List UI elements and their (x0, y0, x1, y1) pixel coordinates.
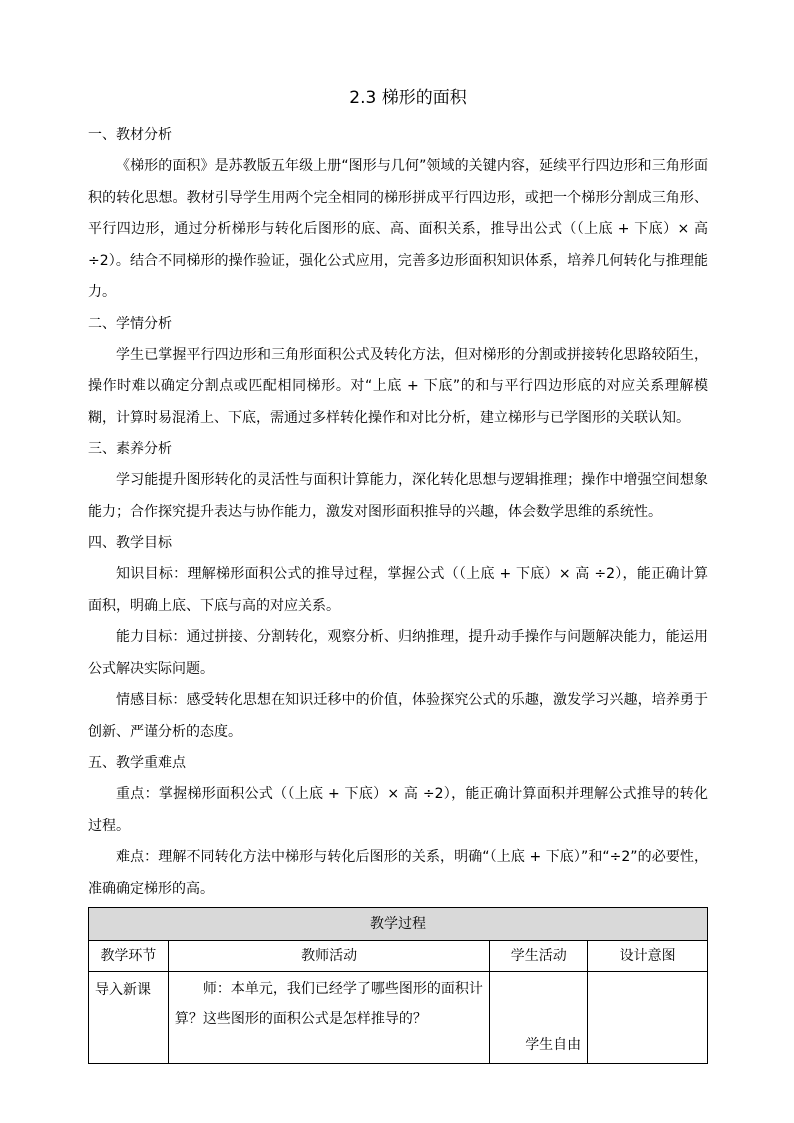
page-title: 2.3 梯形的面积 (349, 88, 467, 108)
section-heading-student-analysis: 二、学情分析 (88, 315, 172, 332)
cell-stage: 导入新课 (89, 972, 169, 1064)
paragraph-emotion-goal: 情感目标：感受转化思想在知识迁移中的价值，体验探究公式的乐趣，激发学习兴趣，培养勇于创新、严谨分析的态度。 (88, 692, 708, 740)
section-heading-key-points: 五、教学重难点 (88, 755, 186, 771)
table-caption-row (89, 908, 708, 941)
cell-teacher-activity: 师：本单元，我们已经学了哪些图形的面积计算？这些图形的面积公式是怎样推导的？ (168, 972, 489, 1064)
section-heading-literacy-analysis: 三、素养分析 (88, 441, 172, 457)
table-caption: 教学过程 (89, 908, 708, 941)
paragraph-student-analysis: 学生已掌握平行四边形和三角形面积公式及转化方法，但对梯形的分割或拼接转化思路较陌生，操作时难以确定分割点或匹配相同梯形。对“上底 + 下底”的和与平行四边形底的对应关系理解模糊，计算时易混淆上、下底，需通过多样转化操作和对比分析，建立梯形与已学图形的关联认知。 (88, 346, 708, 426)
paragraph-knowledge-goal: 知识目标：理解梯形面积公式的推导过程，掌握公式（（上底 + 下底）× 高 ÷2），能正确计算面积，明确上底、下底与高的对应关系。 (88, 566, 708, 614)
header-stage: 教学环节 (89, 941, 169, 972)
cell-design-intent (588, 972, 708, 1064)
section-heading-teaching-goals: 四、教学目标 (88, 535, 172, 551)
header-design-intent: 设计意图 (588, 941, 708, 972)
paragraph-textbook-analysis: 《梯形的面积》是苏教版五年级上册“图形与几何”领域的关键内容，延续平行四边形和三角形面积的转化思想。教材引导学生用两个完全相同的梯形拼成平行四边形，或把一个梯形分割成三角形、平行四边形，通过分析梯形与转化后图形的底、高、面积关系，推导出公式（（上底 + 下底）× 高 ÷2）。结合不同梯形的操作验证，强化公式应用，完善多边形面积知识体系，培养几何转化与推理能力。 (88, 158, 708, 300)
table-header-row (89, 941, 708, 972)
teaching-process-table (88, 907, 708, 1064)
header-teacher-activity: 教师活动 (168, 941, 489, 972)
table-row (89, 972, 708, 1064)
document-page (88, 84, 708, 1064)
paragraph-key-point: 重点：掌握梯形面积公式（（上底 + 下底）× 高 ÷2），能正确计算面积并理解公式推导的转化过程。 (88, 786, 708, 834)
paragraph-literacy-analysis: 学习能提升图形转化的灵活性与面积计算能力，深化转化思想与逻辑推理；操作中增强空间想象能力；合作探究提升表达与协作能力，激发对图形面积推导的兴趣，体会数学思维的系统性。 (88, 472, 708, 520)
section-heading-textbook-analysis: 一、教材分析 (88, 127, 172, 143)
cell-student-activity: 学生自由 (490, 972, 588, 1064)
paragraph-ability-goal: 能力目标：通过拼接、分割转化，观察分析、归纳推理，提升动手操作与问题解决能力，能运用公式解决实际问题。 (88, 629, 708, 677)
header-student-activity: 学生活动 (490, 941, 588, 972)
paragraph-difficult-point: 难点：理解不同转化方法中梯形与转化后图形的关系，明确“（上底 + 下底）”和“÷2”的必要性，准确确定梯形的高。 (88, 849, 708, 897)
